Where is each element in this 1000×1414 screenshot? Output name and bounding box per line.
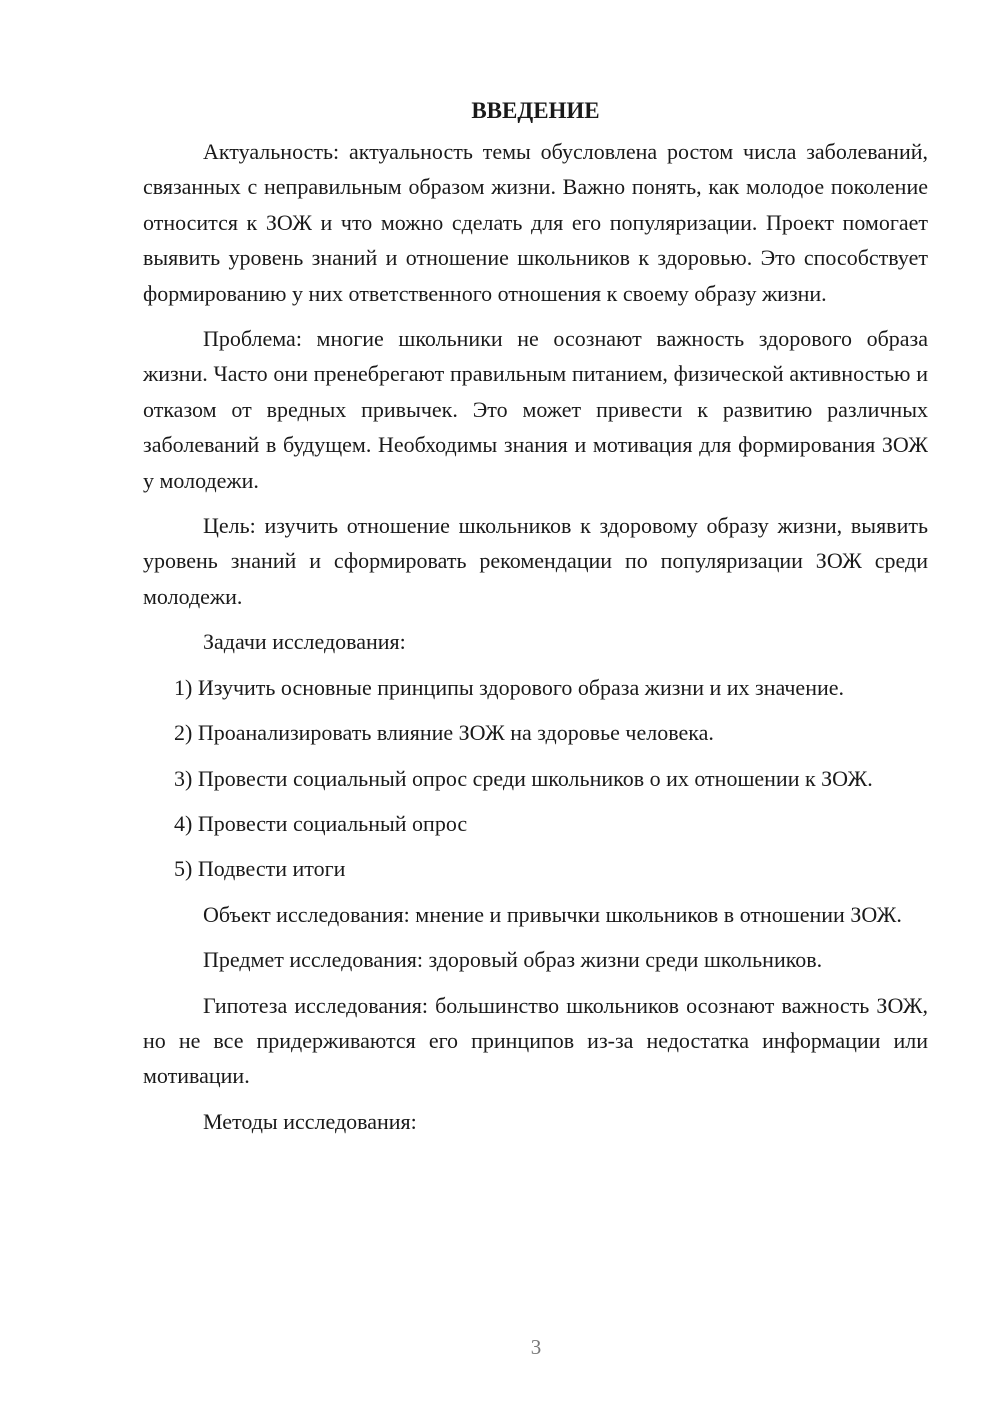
paragraph-relevance: Актуальность: актуальность темы обусловлена ростом числа заболеваний, связанных с неправильным образом жизни. Важно понять, как молодое поколение относится к ЗОЖ и что можно сделать для его популяризации. Проект помогает выявить уровень знаний и отношение школьников к здоровью. Это способствует формированию у них ответственного отношения к своему образу жизни.: [143, 139, 928, 306]
paragraph-tasks-heading: Задачи исследования:: [203, 629, 406, 655]
paragraph-methods: Методы исследования:: [203, 1108, 417, 1134]
paragraph-subject: Предмет исследования: здоровый образ жизни среди школьников.: [203, 947, 823, 973]
task-item-3: 3) Провести социальный опрос среди школьников о их отношении к ЗОЖ.: [174, 765, 873, 791]
page-number: 3: [530, 1335, 542, 1359]
task-item-5: 5) Подвести итоги: [174, 856, 346, 882]
task-item-4: 4) Провести социальный опрос: [174, 810, 468, 836]
page-content: [143, 96, 928, 1149]
task-item-1: 1) Изучить основные принципы здорового образа жизни и их значение.: [174, 674, 845, 700]
paragraph-hypothesis: Гипотеза исследования: большинство школьников осознают важность ЗОЖ, но не все придерживаются его принципов из-за недостатка информации или мотивации.: [143, 992, 928, 1089]
section-title: ВВЕДЕНИЕ: [471, 98, 600, 123]
paragraph-goal: Цель: изучить отношение школьников к здоровому образу жизни, выявить уровень знаний и сформировать рекомендации по популяризации ЗОЖ среди молодежи.: [143, 513, 928, 609]
paragraph-problem: Проблема: многие школьники не осознают важность здорового образа жизни. Часто они пренебрегают правильным питанием, физической активностью и отказом от вредных привычек. Это может привести к развитию различных заболеваний в будущем. Необходимы знания и мотивация для формирования ЗОЖ у молодежи.: [143, 326, 928, 493]
paragraph-object: Объект исследования: мнение и привычки школьников в отношении ЗОЖ.: [203, 901, 902, 927]
task-item-2: 2) Проанализировать влияние ЗОЖ на здоровье человека.: [174, 720, 714, 746]
